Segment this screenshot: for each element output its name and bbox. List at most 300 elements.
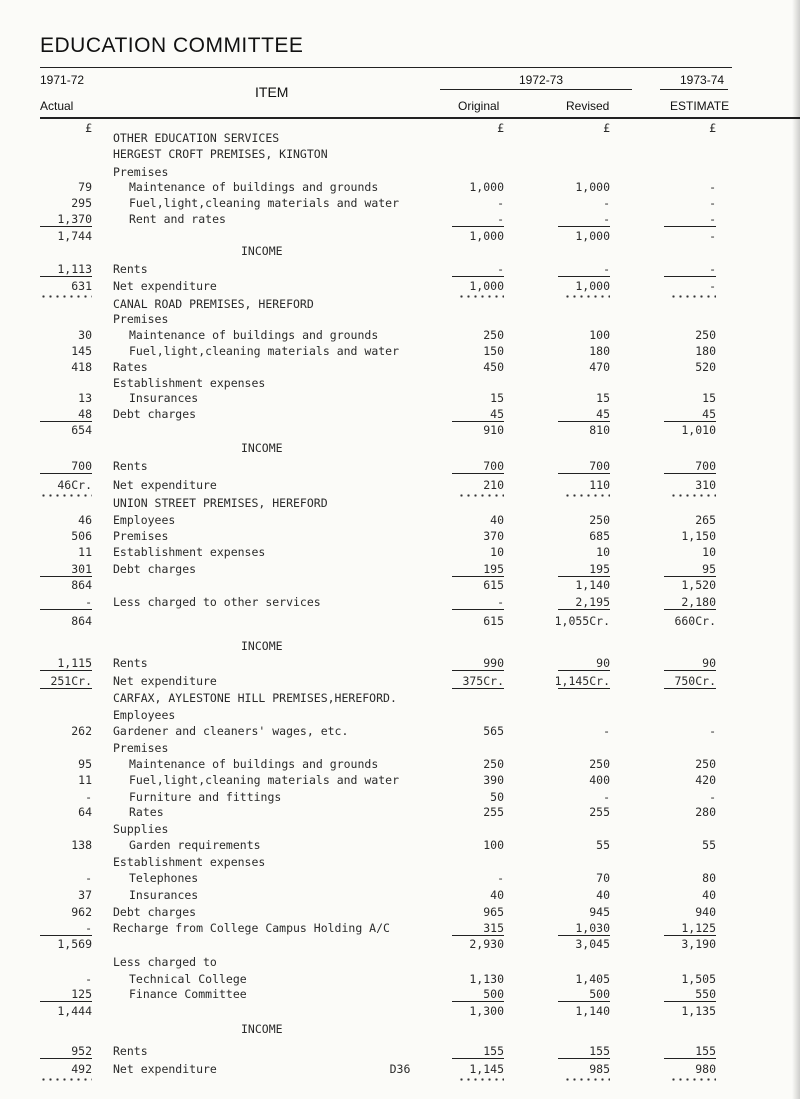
table-row (0, 855, 800, 869)
estimate-cell: - (709, 279, 716, 293)
item-cell: Rent and rates (129, 212, 226, 226)
estimate-cell: 180 (695, 344, 716, 358)
estimate-cell: - (709, 196, 716, 210)
original-cell: - (497, 871, 504, 885)
revised-cell: 400 (589, 773, 610, 787)
item-cell: Employees (113, 708, 176, 722)
total-underline (40, 226, 92, 227)
item-cell: Insurances (129, 888, 199, 902)
total-underline (664, 576, 716, 577)
original-cell: 1,130 (469, 972, 504, 986)
actual-cell: - (85, 972, 92, 986)
revised-cell: 110 (589, 478, 610, 492)
total-underline (558, 1001, 610, 1002)
estimate-cell: 660Cr. (674, 614, 716, 628)
revised-cell: - (603, 724, 610, 738)
estimate-cell: - (709, 724, 716, 738)
revised-cell: 155 (589, 1044, 610, 1058)
item-cell: Premises (113, 741, 169, 755)
total-underline (664, 1001, 716, 1002)
table-row (0, 423, 800, 437)
item-cell: Technical College (129, 972, 247, 986)
item-cell: Rates (129, 805, 164, 819)
estimate-cell: 420 (695, 773, 716, 787)
revised-cell: 1,030 (575, 921, 610, 935)
item-cell: Net expenditure (113, 279, 217, 293)
actual-cell: 864 (71, 578, 92, 592)
estimate-cell: 90 (702, 656, 716, 670)
total-underline (452, 670, 504, 671)
item-cell: Recharge from College Campus Holding A/C (113, 921, 390, 935)
table-row (0, 757, 800, 771)
item-cell: OTHER EDUCATION SERVICES (113, 131, 280, 145)
item-cell: Rates (113, 360, 148, 374)
total-underline (558, 609, 610, 610)
estimate-cell: 750Cr. (674, 674, 716, 688)
actual-cell: 11 (78, 773, 92, 787)
item-cell: Employees (113, 513, 176, 527)
table-row (0, 674, 800, 688)
item-cell: Less charged to other services (113, 595, 321, 609)
actual-cell: 301 (71, 562, 92, 576)
actual-cell: 295 (71, 196, 92, 210)
item-cell: Fuel,light,cleaning materials and water (129, 196, 400, 210)
total-underline (664, 935, 716, 936)
actual-cell: 145 (71, 344, 92, 358)
actual-cell: 1,744 (57, 229, 92, 243)
actual-cell: 46Cr. (57, 478, 92, 492)
table-row (0, 955, 800, 969)
estimate-cell: 1,125 (681, 921, 716, 935)
revised-cell: 700 (589, 459, 610, 473)
item-cell: Premises (113, 312, 169, 326)
table-row (0, 407, 800, 421)
item-cell: INCOME (241, 441, 283, 455)
estimate-cell: 10 (702, 545, 716, 559)
estimate-cell: 250 (695, 328, 716, 342)
net-dotted-rule (458, 295, 504, 298)
estimate-cell: 265 (695, 513, 716, 527)
header-original: Original (458, 99, 500, 113)
revised-cell: 1,000 (575, 180, 610, 194)
total-underline (40, 1001, 92, 1002)
total-underline (558, 576, 610, 577)
header-revised: Revised (566, 99, 610, 113)
table-row (0, 578, 800, 592)
revised-cell: 250 (589, 513, 610, 527)
table-row (0, 838, 800, 852)
header-sub-rule-2 (660, 89, 728, 90)
actual-cell: 79 (78, 180, 92, 194)
net-dotted-rule (40, 494, 92, 497)
item-cell: Debt charges (113, 905, 197, 919)
item-cell: UNION STREET PREMISES, HEREFORD (113, 496, 328, 510)
item-cell: Maintenance of buildings and grounds (129, 757, 379, 771)
actual-cell: 11 (78, 545, 92, 559)
total-underline (452, 688, 504, 689)
original-cell: 195 (483, 562, 504, 576)
total-underline (558, 226, 610, 227)
actual-cell: 46 (78, 513, 92, 527)
table-row (0, 513, 800, 527)
original-cell: 150 (483, 344, 504, 358)
table-row (0, 1022, 800, 1036)
revised-cell: 685 (589, 529, 610, 543)
revised-cell: - (603, 212, 610, 226)
original-cell: 1,000 (469, 279, 504, 293)
item-cell: Furniture and fittings (129, 790, 282, 804)
table-row (0, 212, 800, 226)
item-cell: Rents (113, 1044, 148, 1058)
estimate-cell: 1,505 (681, 972, 716, 986)
estimate-cell: - (709, 262, 716, 276)
total-underline (558, 276, 610, 277)
original-cell: 565 (483, 724, 504, 738)
actual-cell: 506 (71, 529, 92, 543)
header-year-7273: 1972-73 (519, 73, 564, 87)
total-underline (40, 670, 92, 671)
table-row (0, 1004, 800, 1018)
total-underline (452, 226, 504, 227)
actual-cell: 262 (71, 724, 92, 738)
revised-cell: 945 (589, 905, 610, 919)
total-underline (452, 935, 504, 936)
actual-cell: 654 (71, 423, 92, 437)
revised-cell: 180 (589, 344, 610, 358)
original-cell: 50 (490, 790, 504, 804)
revised-cell: - (603, 262, 610, 276)
original-cell: 910 (483, 423, 504, 437)
revised-cell: 1,140 (575, 578, 610, 592)
actual-cell: 30 (78, 328, 92, 342)
actual-cell: 952 (71, 1044, 92, 1058)
original-cell: 990 (483, 656, 504, 670)
table-row (0, 805, 800, 819)
actual-cell: 1,113 (57, 262, 92, 276)
item-cell: Establishment expenses (113, 855, 266, 869)
item-cell: INCOME (241, 639, 283, 653)
actual-cell: 1,115 (57, 656, 92, 670)
original-cell: 965 (483, 905, 504, 919)
estimate-cell: 3,190 (681, 937, 716, 951)
actual-cell: 418 (71, 360, 92, 374)
header-actual-year: 1971-72 (40, 73, 85, 87)
net-dotted-rule (564, 295, 610, 298)
estimate-cell: 2,180 (681, 595, 716, 609)
original-cell: 1,145 (469, 1062, 504, 1076)
original-cell: 155 (483, 1044, 504, 1058)
item-cell: INCOME (241, 244, 283, 258)
total-underline (664, 226, 716, 227)
table-row (0, 562, 800, 576)
page-number: D36 (389, 1062, 411, 1076)
actual-cell: 864 (71, 614, 92, 628)
header-year-7374: 1973-74 (680, 73, 725, 87)
total-underline (664, 1058, 716, 1059)
table-row (0, 229, 800, 243)
header-bottom-rule (40, 117, 800, 119)
item-cell: Rents (113, 459, 148, 473)
item-cell: CANAL ROAD PREMISES, HEREFORD (113, 297, 314, 311)
estimate-cell: 1,010 (681, 423, 716, 437)
table-row (0, 639, 800, 653)
item-cell: HERGEST CROFT PREMISES, KINGTON (113, 147, 328, 161)
page-edge-shadow (792, 0, 800, 1099)
table-row (0, 905, 800, 919)
item-cell: Finance Committee (129, 987, 247, 1001)
table-row (0, 360, 800, 374)
table-row (0, 147, 800, 161)
table-row (0, 312, 800, 326)
original-cell: 1,000 (469, 229, 504, 243)
table-row (0, 741, 800, 755)
table-row (0, 972, 800, 986)
item-cell: Premises (113, 165, 169, 179)
net-dotted-rule (458, 1078, 504, 1081)
header-sub-rule (440, 89, 632, 90)
table-row (0, 921, 800, 935)
net-dotted-rule (40, 295, 92, 298)
estimate-cell: 310 (695, 478, 716, 492)
total-underline (40, 688, 92, 689)
item-cell: Debt charges (113, 407, 197, 421)
revised-cell: 1,000 (575, 279, 610, 293)
total-underline (40, 421, 92, 422)
table-row (0, 871, 800, 885)
total-underline (558, 688, 610, 689)
original-cell: 250 (483, 757, 504, 771)
total-underline (664, 276, 716, 277)
item-cell: Maintenance of buildings and grounds (129, 328, 379, 342)
actual-cell: 1,569 (57, 937, 92, 951)
total-underline (664, 688, 716, 689)
revised-cell: 470 (589, 360, 610, 374)
actual-cell: 251Cr. (50, 674, 92, 688)
total-underline (558, 421, 610, 422)
original-cell: 375Cr. (462, 674, 504, 688)
item-cell: Rents (113, 262, 148, 276)
revised-cell: 10 (596, 545, 610, 559)
actual-cell: - (85, 790, 92, 804)
actual-cell: 37 (78, 888, 92, 902)
original-cell: 315 (483, 921, 504, 935)
header-actual: Actual (40, 99, 74, 113)
item-cell: INCOME (241, 1022, 283, 1036)
item-cell: Telephones (129, 871, 199, 885)
total-underline (452, 1058, 504, 1059)
total-underline (558, 670, 610, 671)
revised-cell: 15 (596, 391, 610, 405)
original-cell: 255 (483, 805, 504, 819)
total-underline (452, 576, 504, 577)
table-row (0, 987, 800, 1001)
net-dotted-rule (458, 494, 504, 497)
original-cell: 450 (483, 360, 504, 374)
revised-cell: 55 (596, 838, 610, 852)
revised-cell: - (603, 196, 610, 210)
table-row (0, 708, 800, 722)
actual-cell: 138 (71, 838, 92, 852)
revised-cell: 500 (589, 987, 610, 1001)
table-row (0, 724, 800, 738)
net-dotted-rule (40, 1078, 92, 1081)
total-underline (664, 421, 716, 422)
actual-cell: 700 (71, 459, 92, 473)
table-row (0, 344, 800, 358)
original-cell: £ (497, 121, 504, 135)
total-underline (40, 473, 92, 474)
estimate-cell: 980 (695, 1062, 716, 1076)
item-cell: Supplies (113, 822, 169, 836)
estimate-cell: £ (709, 121, 716, 135)
estimate-cell: 940 (695, 905, 716, 919)
total-underline (452, 421, 504, 422)
actual-cell: £ (85, 121, 92, 135)
estimate-cell: 1,520 (681, 578, 716, 592)
table-row (0, 691, 800, 705)
original-cell: 45 (490, 407, 504, 421)
estimate-cell: 40 (702, 888, 716, 902)
table-row (0, 614, 800, 628)
actual-cell: - (85, 595, 92, 609)
estimate-cell: 250 (695, 757, 716, 771)
table-row (0, 937, 800, 951)
net-dotted-rule (564, 1078, 610, 1081)
table-row (0, 165, 800, 179)
total-underline (558, 935, 610, 936)
original-cell: 15 (490, 391, 504, 405)
original-cell: 40 (490, 888, 504, 902)
revised-cell: 1,000 (575, 229, 610, 243)
actual-cell: 1,444 (57, 1004, 92, 1018)
original-cell: - (497, 595, 504, 609)
revised-cell: 1,145Cr. (554, 674, 610, 688)
original-cell: 100 (483, 838, 504, 852)
revised-cell: 90 (596, 656, 610, 670)
actual-cell: 13 (78, 391, 92, 405)
table-row (0, 376, 800, 390)
table-row (0, 888, 800, 902)
table-row (0, 529, 800, 543)
actual-cell: - (85, 871, 92, 885)
page-title: EDUCATION COMMITTEE (40, 34, 304, 57)
total-underline (664, 473, 716, 474)
total-underline (40, 1058, 92, 1059)
table-row (0, 459, 800, 473)
total-underline (40, 576, 92, 577)
table-row (0, 131, 800, 145)
revised-cell: £ (603, 121, 610, 135)
revised-cell: 985 (589, 1062, 610, 1076)
revised-cell: 3,045 (575, 937, 610, 951)
revised-cell: 255 (589, 805, 610, 819)
total-underline (558, 473, 610, 474)
original-cell: 370 (483, 529, 504, 543)
estimate-cell: 700 (695, 459, 716, 473)
original-cell: 250 (483, 328, 504, 342)
actual-cell: 1,370 (57, 212, 92, 226)
table-row (0, 244, 800, 258)
estimate-cell: 45 (702, 407, 716, 421)
table-row (0, 773, 800, 787)
table-row (0, 790, 800, 804)
item-cell: Premises (113, 529, 169, 543)
table-row (0, 279, 800, 293)
original-cell: 40 (490, 513, 504, 527)
revised-cell: 45 (596, 407, 610, 421)
revised-cell: 195 (589, 562, 610, 576)
revised-cell: 100 (589, 328, 610, 342)
revised-cell: 70 (596, 871, 610, 885)
revised-cell: 40 (596, 888, 610, 902)
item-cell: Less charged to (113, 955, 217, 969)
estimate-cell: 280 (695, 805, 716, 819)
estimate-cell: - (709, 790, 716, 804)
net-dotted-rule (670, 295, 716, 298)
item-cell: Debt charges (113, 562, 197, 576)
estimate-cell: 550 (695, 987, 716, 1001)
original-cell: 1,000 (469, 180, 504, 194)
table-row (0, 545, 800, 559)
estimate-cell: - (709, 229, 716, 243)
net-dotted-rule (564, 494, 610, 497)
total-underline (452, 1001, 504, 1002)
item-cell: Garden requirements (129, 838, 261, 852)
revised-cell: 1,405 (575, 972, 610, 986)
original-cell: 390 (483, 773, 504, 787)
estimate-cell: 15 (702, 391, 716, 405)
estimate-cell: 55 (702, 838, 716, 852)
original-cell: 615 (483, 614, 504, 628)
total-underline (452, 276, 504, 277)
item-cell: Net expenditure (113, 1062, 217, 1076)
total-underline (558, 1058, 610, 1059)
original-cell: - (497, 196, 504, 210)
item-cell: Net expenditure (113, 674, 217, 688)
net-dotted-rule (670, 494, 716, 497)
item-cell: Rents (113, 656, 148, 670)
header-estimate: ESTIMATE (670, 99, 730, 113)
header-item: ITEM (255, 84, 289, 100)
revised-cell: - (603, 790, 610, 804)
revised-cell: 250 (589, 757, 610, 771)
estimate-cell: 95 (702, 562, 716, 576)
actual-cell: 64 (78, 805, 92, 819)
item-cell: Establishment expenses (113, 376, 266, 390)
table-row (0, 196, 800, 210)
revised-cell: 2,195 (575, 595, 610, 609)
item-cell: CARFAX, AYLESTONE HILL PREMISES,HEREFORD. (113, 691, 397, 705)
original-cell: 2,930 (469, 937, 504, 951)
item-cell: Establishment expenses (113, 545, 266, 559)
original-cell: 210 (483, 478, 504, 492)
actual-cell: 48 (78, 407, 92, 421)
estimate-cell: 155 (695, 1044, 716, 1058)
revised-cell: 1,140 (575, 1004, 610, 1018)
estimate-cell: 1,150 (681, 529, 716, 543)
table-row (0, 297, 800, 311)
total-underline (664, 609, 716, 610)
table-row (0, 656, 800, 670)
table-row (0, 262, 800, 276)
table-row (0, 595, 800, 609)
original-cell: 615 (483, 578, 504, 592)
revised-cell: 1,055Cr. (554, 614, 610, 628)
item-cell: Maintenance of buildings and grounds (129, 180, 379, 194)
table-row (0, 822, 800, 836)
header-top-rule (40, 67, 732, 68)
estimate-cell: 1,135 (681, 1004, 716, 1018)
